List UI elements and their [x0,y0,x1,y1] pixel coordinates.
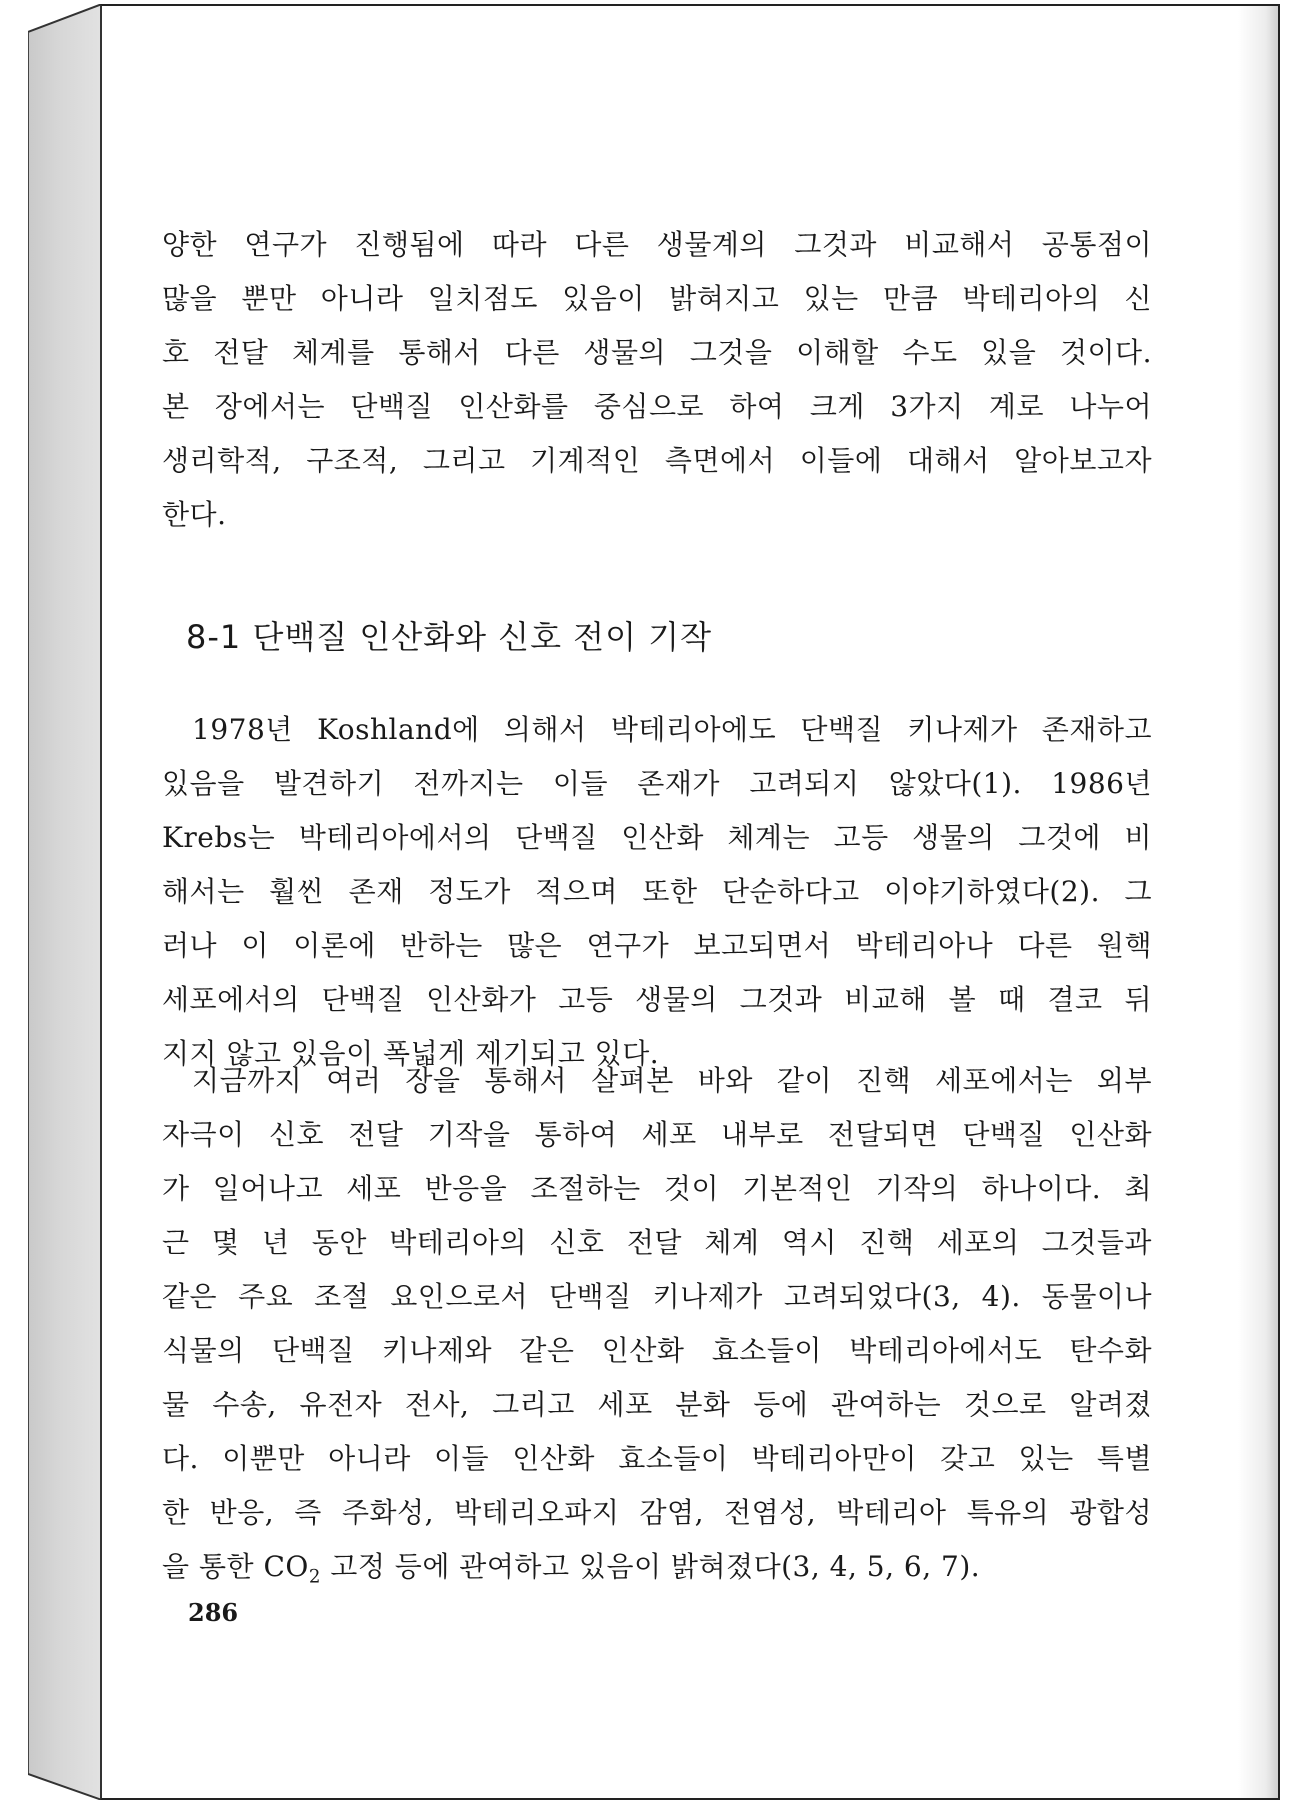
text-line: 한 반응, 즉 주화성, 박테리오파지 감염, 전염성, 박테리아 특유의 광합성 [162,1496,1152,1529]
text-line: 가 일어나고 세포 반응을 조절하는 것이 기본적인 기작의 하나이다. 최 [162,1172,1152,1205]
section-heading: 8-1 단백질 인산화와 신호 전이 기작 [186,618,712,656]
page-number: 286 [188,1598,239,1627]
text-line: 물 수송, 유전자 전사, 그리고 세포 분화 등에 관여하는 것으로 알려졌 [162,1388,1152,1421]
paragraph-1 [162,703,1152,1081]
text-line: 근 몇 년 동안 박테리아의 신호 전달 체계 역시 진핵 세포의 그것들과 [162,1226,1152,1259]
page-edge-shadow [1238,6,1278,1798]
text-line: 한다. [162,498,227,531]
text-fragment: 을 통한 CO [162,1550,309,1583]
text-fragment: 고정 등에 관여하고 있음이 밝혀졌다(3, 4, 5, 6, 7). [320,1550,981,1583]
text-line: 호 전달 체계를 통해서 다른 생물의 그것을 이해할 수도 있을 것이다. [162,336,1152,369]
text-line: 해서는 훨씬 존재 정도가 적으며 또한 단순하다고 이야기하였다(2). 그 [162,875,1152,908]
paragraph-2 [162,1054,1152,1594]
intro-paragraph [162,218,1152,542]
text-line: 양한 연구가 진행됨에 따라 다른 생물계의 그것과 비교해서 공통점이 [162,228,1152,261]
text-line: 생리학적, 구조적, 그리고 기계적인 측면에서 이들에 대해서 알아보고자 [162,444,1152,477]
book-spine [28,4,102,1800]
text-line: 식물의 단백질 키나제와 같은 인산화 효소들이 박테리아에서도 탄수화 [162,1334,1152,1367]
text-line: 많을 뿐만 아니라 일치점도 있음이 밝혀지고 있는 만큼 박테리아의 신 [162,282,1152,315]
text-line: 다. 이뿐만 아니라 이들 인산화 효소들이 박테리아만이 갖고 있는 특별 [162,1442,1152,1475]
text-line: 본 장에서는 단백질 인산화를 중심으로 하여 크게 3가지 계로 나누어 [162,390,1152,423]
text-line-co2 [162,1540,1152,1594]
text-line: 러나 이 이론에 반하는 많은 연구가 보고되면서 박테리아나 다른 원핵 [162,929,1152,962]
text-line: 지금까지 여러 장을 통해서 살펴본 바와 같이 진핵 세포에서는 외부 [192,1064,1152,1097]
text-line: 같은 주요 조절 요인으로서 단백질 키나제가 고려되었다(3, 4). 동물이나 [162,1280,1152,1313]
text-line: 자극이 신호 전달 기작을 통하여 세포 내부로 전달되면 단백질 인산화 [162,1118,1152,1151]
text-line: 1978년 Koshland에 의해서 박테리아에도 단백질 키나제가 존재하고 [192,713,1152,746]
subscript-2: 2 [308,1566,321,1588]
text-line: 세포에서의 단백질 인산화가 고등 생물의 그것과 비교해 볼 때 결코 뒤 [162,983,1152,1016]
text-line: Krebs는 박테리아에서의 단백질 인산화 체계는 고등 생물의 그것에 비 [162,821,1152,854]
text-line: 지지 않고 있음이 폭넓게 제기되고 있다. [162,1037,660,1070]
text-line: 있음을 발견하기 전까지는 이들 존재가 고려되지 않았다(1). 1986년 [162,767,1152,800]
